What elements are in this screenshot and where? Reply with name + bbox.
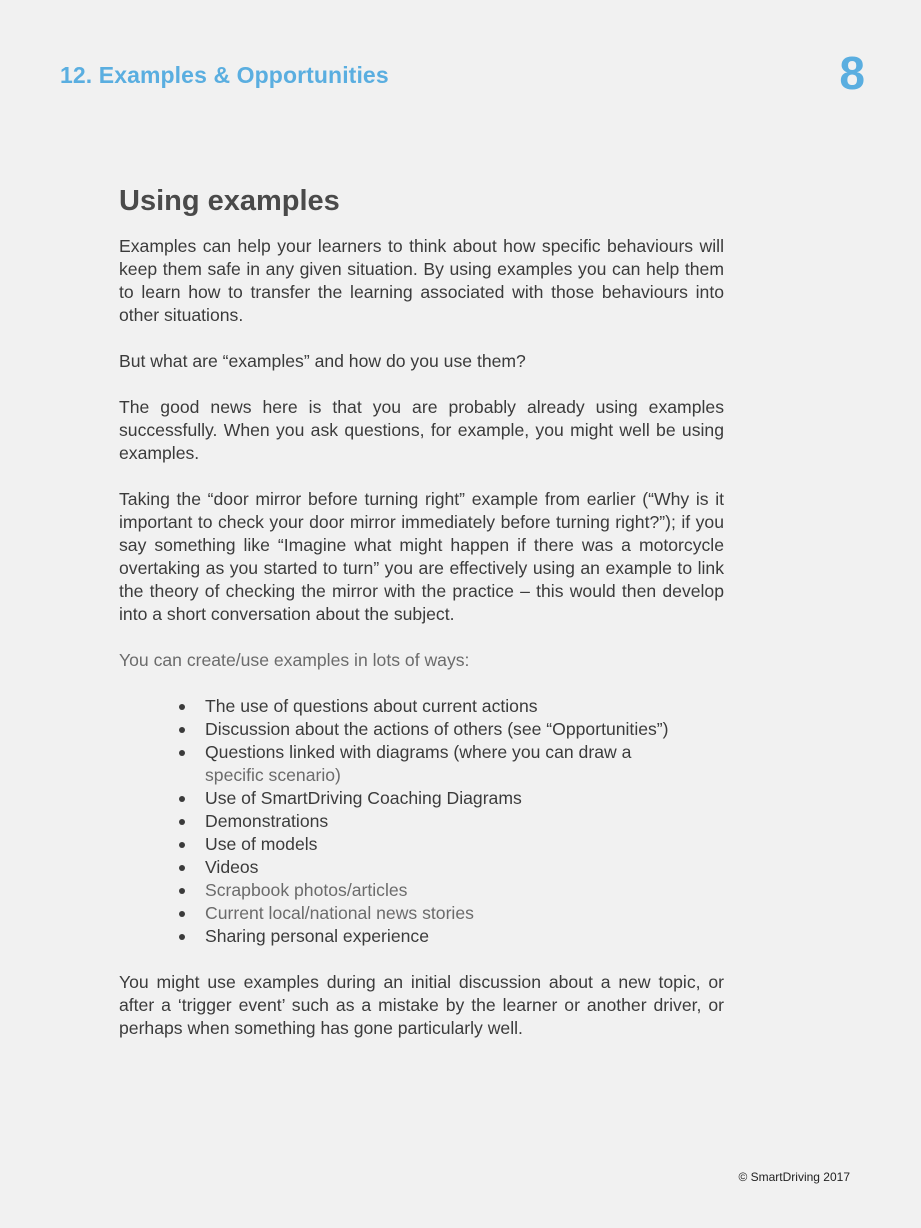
list-intro-paragraph: You can create/use examples in lots of ways: — [119, 650, 470, 670]
bullet-icon — [179, 888, 185, 894]
list-item: Sharing personal experience — [205, 925, 724, 948]
list-item-continuation: specific scenario) — [205, 765, 341, 785]
list-item: Discussion about the actions of others (see “Opportunities”) — [205, 718, 724, 741]
copyright-footer: © SmartDriving 2017 — [738, 1170, 850, 1184]
list-item: The use of questions about current actions — [205, 695, 724, 718]
examples-list — [119, 695, 724, 948]
bullet-icon — [179, 796, 185, 802]
bullet-icon — [179, 727, 185, 733]
intro-paragraph: Examples can help your learners to think about how specific behaviours will keep them safe in any given situation. By using examples you can help them to learn how to transfer the learning associated with those behaviours into other situations. — [119, 236, 724, 325]
list-item: Use of SmartDriving Coaching Diagrams — [205, 787, 724, 810]
list-item: Videos — [205, 856, 724, 879]
page-heading: Using examples — [119, 185, 340, 217]
bullet-icon — [179, 865, 185, 871]
list-item: Current local/national news stories — [205, 902, 724, 925]
question-paragraph: But what are “examples” and how do you use them? — [119, 351, 526, 371]
bullet-icon — [179, 842, 185, 848]
door-mirror-paragraph: Taking the “door mirror before turning right” example from earlier (“Why is it important to check your door mirror immediately before turning right?”); if you say something like “Imagine what might happen if there was a motorcycle overtaking as you started to turn” you are effectively using an example to link the theory of checking the mirror with the practice – this would then develop into a short conversation about the subject. — [119, 489, 724, 624]
bullet-icon — [179, 934, 185, 940]
bullet-icon — [179, 750, 185, 756]
list-item: Questions linked with diagrams (where you can draw a specific scenario) — [205, 741, 724, 787]
section-title: 12. Examples & Opportunities — [60, 62, 389, 88]
main-content — [119, 181, 724, 1063]
closing-paragraph: You might use examples during an initial discussion about a new topic, or after a ‘trigger event’ such as a mistake by the learner or another driver, or perhaps when something has gone particularly well. — [119, 972, 724, 1038]
bullet-icon — [179, 704, 185, 710]
bullet-icon — [179, 911, 185, 917]
list-item: Scrapbook photos/articles — [205, 879, 724, 902]
list-item: Demonstrations — [205, 810, 724, 833]
good-news-paragraph: The good news here is that you are probably already using examples successfully. When you ask questions, for example, you might well be using examples. — [119, 397, 724, 463]
page-number: 8 — [839, 47, 865, 99]
bullet-icon — [179, 819, 185, 825]
list-item: Use of models — [205, 833, 724, 856]
